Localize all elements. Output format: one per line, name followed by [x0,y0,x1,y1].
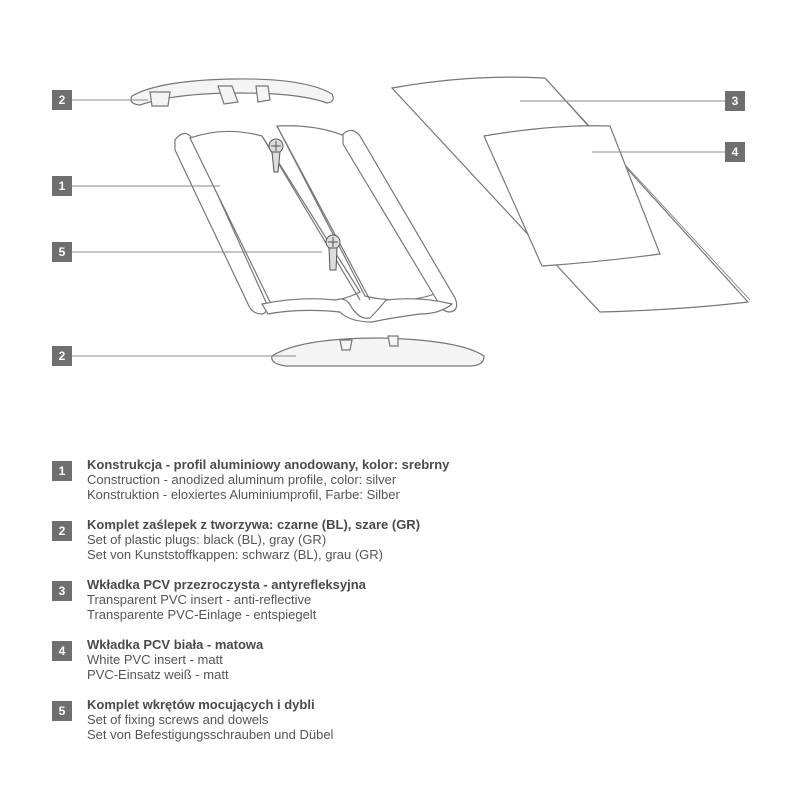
legend-number-badge: 4 [52,641,72,661]
legend-text [87,697,333,742]
legend-item-5 [52,697,752,757]
callout-badge-1 [52,176,72,196]
svg-text:1: 1 [58,179,66,193]
top-end-cap [131,79,333,106]
legend-title: Konstrukcja - profil aluminiowy anodowany, kolor: srebrny [87,457,450,472]
legend-line-german: Set von Kunststoffkappen: schwarz (BL), grau (GR) [87,547,384,562]
legend-item-1 [52,457,752,517]
legend-item-3 [52,577,752,637]
legend-line-english: Set of fixing screws and dowels [87,712,269,727]
parts-legend [52,457,752,757]
svg-text:4: 4 [731,145,739,159]
legend-item-2 [52,517,752,577]
legend-text [87,577,366,622]
legend-title: Wkładka PCV przezroczysta - antyrefleksyjna [87,577,366,592]
legend-line-german: PVC-Einsatz weiß - matt [87,667,229,682]
svg-text:2: 2 [58,93,66,107]
legend-title: Komplet zaślepek z tworzywa: czarne (BL), szare (GR) [87,517,421,532]
callout-badge-4 [725,142,745,162]
legend-title: Komplet wkrętów mocujących i dybli [87,697,315,712]
legend-text [87,457,449,502]
legend-line-english: White PVC insert - matt [87,652,223,667]
legend-text [87,517,420,562]
legend-number-badge: 3 [52,581,72,601]
svg-text:5: 5 [58,245,66,259]
legend-line-english: Set of plastic plugs: black (BL), gray (GR) [87,532,327,547]
white-pvc-insert [484,126,660,266]
legend-line-german: Set von Befestigungsschrauben und Dübel [87,727,334,742]
callout-badge-2-bottom [52,346,72,366]
legend-text [87,637,263,682]
svg-text:2: 2 [58,349,66,363]
legend-line-german: Konstruktion - eloxiertes Aluminiumprofil, Farbe: Silber [87,487,400,502]
callout-badge-5 [52,242,72,262]
legend-title: Wkładka PCV biała - matowa [87,637,264,652]
legend-number-badge: 5 [52,701,72,721]
legend-number-badge: 2 [52,521,72,541]
legend-number-badge: 1 [52,461,72,481]
callout-badge-2-top [52,90,72,110]
bottom-end-cap [272,336,484,366]
legend-item-4 [52,637,752,697]
aluminum-profile [175,126,457,322]
legend-line-english: Transparent PVC insert - anti-reflective [87,592,312,607]
callout-badge-3 [725,91,745,111]
legend-line-german: Transparente PVC-Einlage - entspiegelt [87,607,317,622]
legend-line-english: Construction - anodized aluminum profile, color: silver [87,472,397,487]
svg-text:3: 3 [731,94,739,108]
